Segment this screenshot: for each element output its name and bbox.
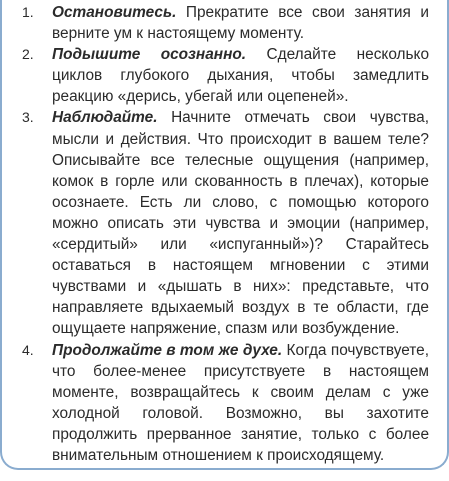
- step-body: [52, 44, 429, 107]
- step-body: [52, 340, 429, 467]
- list-item: [16, 44, 429, 107]
- step-title: Наблюдайте.: [52, 109, 158, 127]
- step-title: Подышите осознанно.: [52, 46, 247, 64]
- step-number: 4.: [22, 341, 34, 358]
- step-text: Сделайте несколько циклов глубокого дыхания, чтобы замедлить реакцию «дерись, убегай или оцепеней».: [52, 46, 430, 106]
- steps-list: [2, 0, 447, 466]
- step-text: Когда почувствуете, что более-менее присутствуете в настоящем моменте, возвращайтесь к своим делам с уже холодной головой. Возможно, вы захотите продолжить прерванное занятие, только с более внимательным отношением к происходящему.: [52, 341, 429, 464]
- step-number: 3.: [22, 109, 34, 126]
- step-number: 2.: [22, 46, 34, 63]
- list-item: [16, 2, 429, 44]
- list-item: [16, 340, 429, 467]
- step-title: Продолжайте в том же духе.: [52, 341, 283, 359]
- step-text: Начните отмечать свои чувства, мысли и действия. Что происходит в вашем теле? Описывайте все телесные ощущения (например, комок в горле или скованность в плечах), которые осознаете. Есть ли слово, с помощью которого можно описать эти чувства и эмоции (например, «сердитый» или «испуганный»)? Старайтесь оставаться в настоящем мгновении с этими чувствами и «дышать в них»: представьте, что направляете вдыхаемый воздух в те области, где ощущаете напряжение, спазм или возбуждение.: [52, 109, 430, 338]
- step-number: 1.: [22, 4, 34, 20]
- step-body: [52, 107, 429, 339]
- step-text: Прекратите все свои занятия и верните ум к настоящему моменту.: [52, 4, 429, 43]
- list-item: [16, 107, 429, 339]
- step-title: Остановитесь.: [52, 4, 177, 21]
- step-body: [52, 2, 429, 44]
